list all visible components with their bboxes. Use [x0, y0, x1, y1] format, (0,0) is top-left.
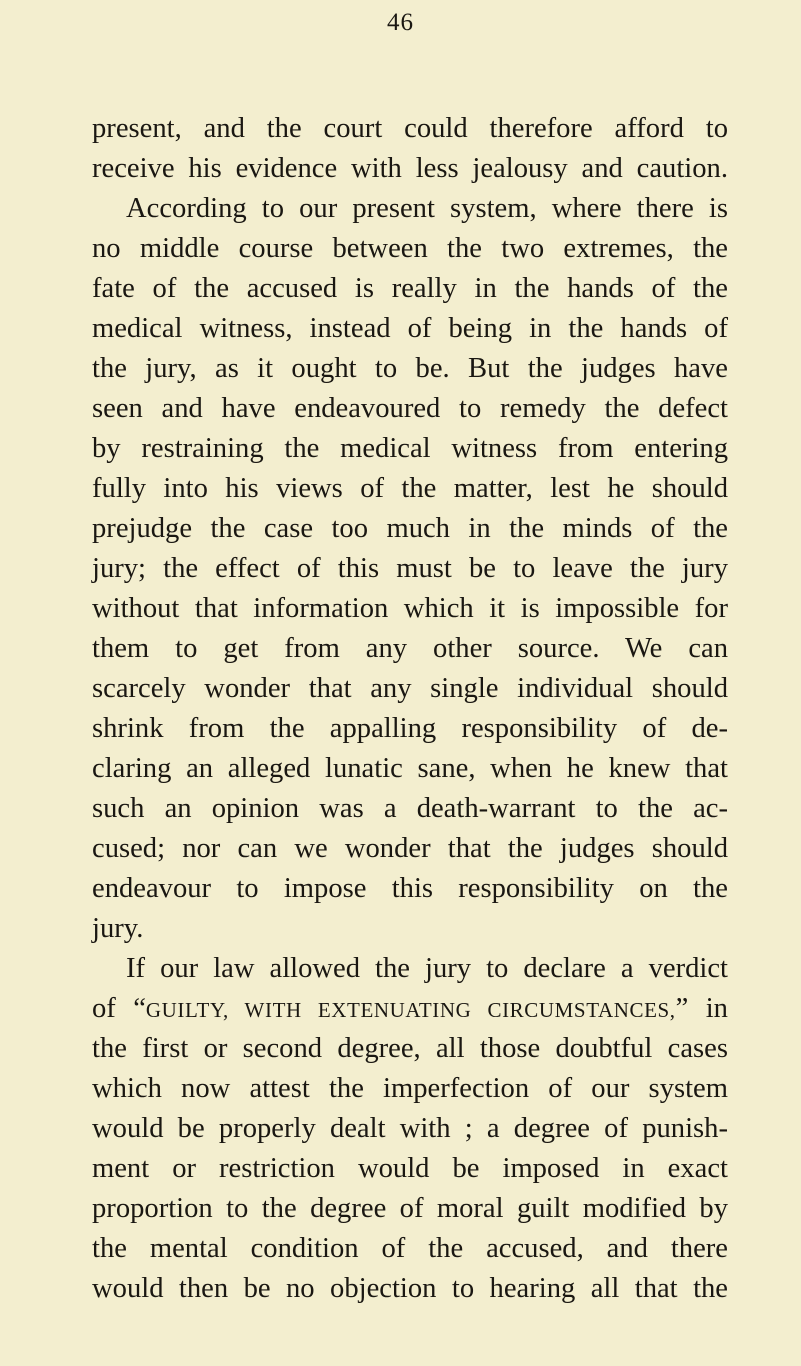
text-line: proportion to the degree of moral guilt modified by [92, 1193, 728, 1224]
page-number: 46 [387, 9, 414, 36]
text-line: no middle course between the two extremes, the [92, 233, 728, 264]
text-line: the first or second degree, all those doubtful cases [92, 1033, 728, 1064]
text-line: the mental condition of the accused, and there [92, 1233, 728, 1264]
text-line: ment or restriction would be imposed in exact [92, 1153, 728, 1184]
text-line: According to our present system, where there is [126, 193, 728, 224]
text-line: fully into his views of the matter, lest he should [92, 473, 728, 504]
text-line: which now attest the imperfection of our system [92, 1073, 728, 1104]
text-line: seen and have endeavoured to remedy the defect [92, 393, 728, 424]
text-line: receive his evidence with less jealousy and caution. [92, 153, 728, 184]
text-line: by restraining the medical witness from entering [92, 433, 728, 464]
small-caps-suffix: ” in [675, 993, 728, 1024]
text-line: prejudge the case too much in the minds of the [92, 513, 728, 544]
text-line: medical witness, instead of being in the hands of [92, 313, 728, 344]
text-line: present, and the court could therefore afford to [92, 113, 728, 144]
text-line: endeavour to impose this responsibility on the [92, 873, 728, 904]
text-line: scarcely wonder that any single individual should [92, 673, 728, 704]
text-line: claring an alleged lunatic sane, when he knew that [92, 753, 728, 784]
text-line: would then be no objection to hearing all that the [92, 1273, 728, 1304]
text-line: the jury, as it ought to be. But the judges have [92, 353, 728, 384]
text-line: If our law allowed the jury to declare a verdict [126, 953, 728, 984]
text-line: such an opinion was a death-warrant to the ac- [92, 793, 728, 824]
small-caps-prefix: of “ [92, 993, 146, 1024]
text-line: shrink from the appalling responsibility of de- [92, 713, 728, 744]
small-caps-phrase: GUILTY, WITH EXTENUATING CIRCUMSTANCES, [145, 998, 676, 1022]
text-line: without that information which it is impossible for [92, 593, 728, 624]
text-line: cused; nor can we wonder that the judges should [92, 833, 728, 864]
body-text [92, 109, 728, 1309]
text-line: them to get from any other source. We can [92, 633, 728, 664]
text-line: would be properly dealt with ; a degree of punish- [92, 1113, 728, 1144]
text-line-small-caps [92, 989, 728, 1029]
text-line: jury; the effect of this must be to leave the jury [92, 553, 728, 584]
text-line: jury. [92, 913, 144, 944]
text-line: fate of the accused is really in the hands of the [92, 273, 728, 304]
